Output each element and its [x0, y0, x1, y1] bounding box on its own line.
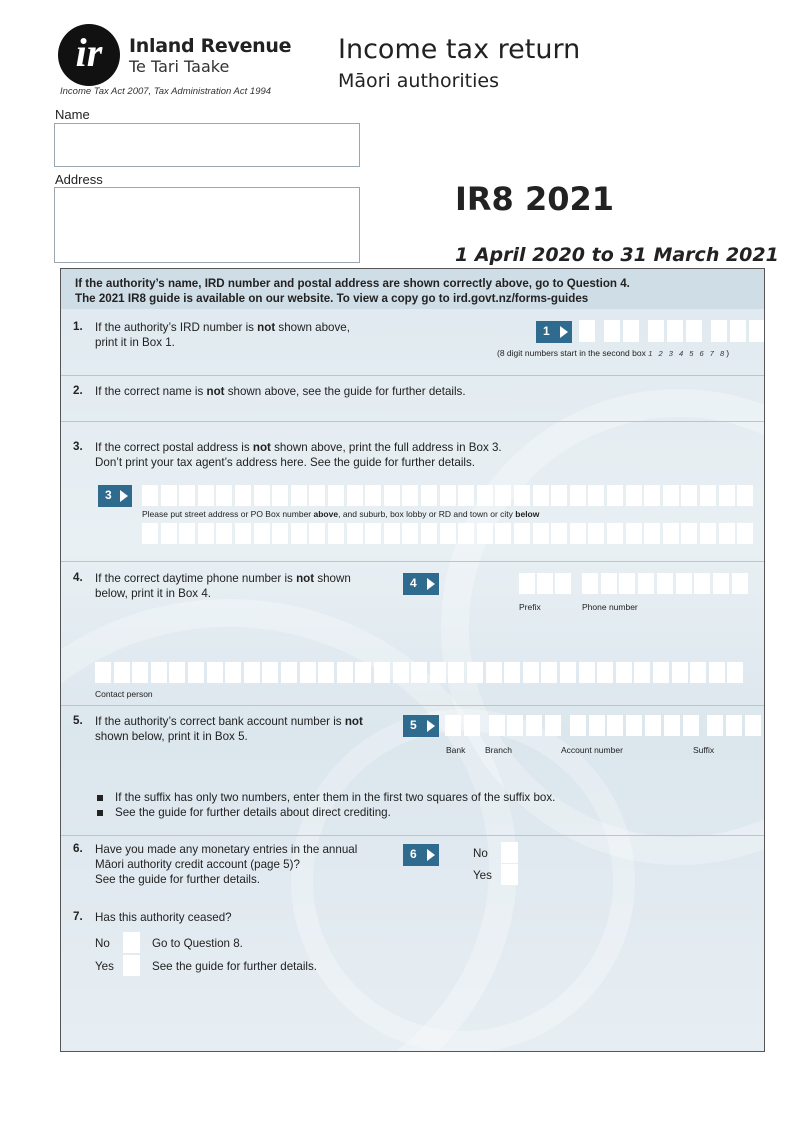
entry-box[interactable]: [732, 573, 748, 594]
account-number-label: Account number: [561, 745, 623, 755]
box-6-label: 6: [403, 844, 439, 866]
q6-yes-checkbox[interactable]: [501, 864, 518, 885]
bullet: [97, 795, 103, 801]
entry-box[interactable]: [604, 320, 620, 342]
entry-box[interactable]: [504, 662, 520, 683]
entry-box[interactable]: [616, 662, 632, 683]
entry-box[interactable]: [638, 573, 654, 594]
divider: [61, 561, 764, 562]
q7-no-checkbox[interactable]: [123, 932, 140, 953]
entry-box[interactable]: [365, 485, 381, 506]
form-code: IR8 2021: [455, 180, 615, 218]
entry-box[interactable]: [142, 485, 158, 506]
entry-box[interactable]: [402, 485, 418, 506]
entry-box[interactable]: [328, 485, 344, 506]
entry-box[interactable]: [533, 523, 549, 544]
entry-box[interactable]: [560, 662, 576, 683]
entry-box[interactable]: [533, 485, 549, 506]
q1-text: If the authority’s IRD number is not shown above,: [95, 321, 350, 334]
suffix-label: Suffix: [693, 745, 715, 755]
entry-box[interactable]: [430, 662, 446, 683]
entry-box[interactable]: [169, 662, 185, 683]
entry-box[interactable]: [709, 662, 725, 683]
q2-number: 2.: [73, 384, 83, 397]
box-5-label: 5: [403, 715, 439, 737]
ird-number-note: (8 digit numbers start in the second box 1 2 3 4 5 6 7 8): [497, 348, 730, 358]
box-1-label: 1: [536, 321, 572, 343]
entry-box[interactable]: [545, 715, 561, 736]
entry-box[interactable]: [653, 662, 669, 683]
box-3-label: 3: [98, 485, 132, 507]
entry-box[interactable]: [514, 523, 530, 544]
entry-box[interactable]: [519, 573, 535, 594]
entry-box[interactable]: [393, 662, 409, 683]
entry-box[interactable]: [626, 485, 642, 506]
entry-box[interactable]: [254, 485, 270, 506]
divider: [61, 835, 764, 836]
entry-box[interactable]: [235, 523, 251, 544]
arrow-right-icon: [120, 490, 128, 502]
entry-box[interactable]: [526, 715, 542, 736]
q3-number: 3.: [73, 440, 83, 453]
entry-box[interactable]: [244, 662, 260, 683]
entry-box[interactable]: [402, 523, 418, 544]
entry-box[interactable]: [667, 320, 683, 342]
bank-label: Bank: [446, 745, 466, 755]
entry-box[interactable]: [216, 485, 232, 506]
entry-box[interactable]: [719, 523, 735, 544]
name-label: Name: [55, 107, 90, 122]
decorative-swirl: [291, 709, 635, 1052]
entry-box[interactable]: [664, 715, 680, 736]
entry-box[interactable]: [681, 485, 697, 506]
entry-box[interactable]: [421, 523, 437, 544]
q5-number: 5.: [73, 714, 83, 727]
arrow-right-icon: [427, 578, 435, 590]
name-field[interactable]: [54, 123, 360, 167]
entry-box[interactable]: [507, 715, 523, 736]
entry-box[interactable]: [198, 485, 214, 506]
acts-reference: Income Tax Act 2007, Tax Administration Act 1994: [60, 86, 272, 97]
q1-text-2: print it in Box 1.: [95, 336, 175, 349]
entry-box[interactable]: [619, 573, 635, 594]
entry-box[interactable]: [626, 715, 642, 736]
q4-number: 4.: [73, 571, 83, 584]
entry-box[interactable]: [663, 485, 679, 506]
entry-box[interactable]: [291, 523, 307, 544]
intro-line-1: If the authority’s name, IRD number and postal address are shown correctly above, go to Question 4.: [75, 277, 630, 290]
form-title: Income tax return: [338, 34, 581, 65]
entry-box[interactable]: [597, 662, 613, 683]
entry-box[interactable]: [713, 573, 729, 594]
entry-box[interactable]: [541, 662, 557, 683]
form-panel: [60, 268, 765, 1052]
q3-text-2: Don’t print your tax agent’s address here. See the guide for further details.: [95, 456, 476, 469]
entry-box[interactable]: [179, 485, 195, 506]
entry-box[interactable]: [694, 573, 710, 594]
q7-no-action: Go to Question 8.: [152, 937, 243, 950]
entry-box[interactable]: [555, 573, 571, 594]
org-name: Inland Revenue: [129, 35, 292, 57]
entry-box[interactable]: [579, 662, 595, 683]
entry-box[interactable]: [207, 662, 223, 683]
divider: [61, 375, 764, 376]
entry-box[interactable]: [477, 485, 493, 506]
entry-box[interactable]: [225, 662, 241, 683]
q1-number: 1.: [73, 320, 83, 333]
entry-box[interactable]: [328, 523, 344, 544]
entry-box[interactable]: [537, 573, 553, 594]
entry-box[interactable]: [514, 485, 530, 506]
entry-box[interactable]: [440, 523, 456, 544]
entry-box[interactable]: [582, 573, 598, 594]
q6-line-1: Have you made any monetary entries in the annual: [95, 843, 358, 856]
entry-box[interactable]: [737, 523, 753, 544]
entry-box[interactable]: [448, 662, 464, 683]
entry-box[interactable]: [495, 523, 511, 544]
q6-no-label: No: [473, 847, 488, 860]
entry-box[interactable]: [607, 523, 623, 544]
q7-yes-checkbox[interactable]: [123, 955, 140, 976]
entry-box[interactable]: [686, 320, 702, 342]
divider: [61, 705, 764, 706]
entry-box[interactable]: [588, 523, 604, 544]
phone-number-label: Phone number: [582, 602, 638, 612]
entry-box[interactable]: [681, 523, 697, 544]
entry-box[interactable]: [589, 715, 605, 736]
arrow-right-icon: [560, 326, 568, 338]
entry-box[interactable]: [495, 485, 511, 506]
entry-box[interactable]: [523, 662, 539, 683]
entry-box[interactable]: [690, 662, 706, 683]
q4-text: If the correct daytime phone number is not shown: [95, 572, 351, 585]
address-label: Address: [55, 172, 103, 187]
q6-yes-label: Yes: [473, 869, 492, 882]
intro-line-2: The 2021 IR8 guide is available on our website. To view a copy go to ird.govt.nz/forms-guides: [75, 292, 589, 305]
entry-box[interactable]: [644, 485, 660, 506]
entry-box[interactable]: [291, 485, 307, 506]
entry-box[interactable]: [607, 485, 623, 506]
form-subtitle: Māori authorities: [338, 70, 499, 92]
entry-box[interactable]: [411, 662, 427, 683]
address-hint: Please put street address or PO Box number above, and suburb, box lobby or RD and town or city below: [142, 509, 540, 519]
q6-line-3: See the guide for further details.: [95, 873, 260, 886]
entry-box[interactable]: [365, 523, 381, 544]
entry-box[interactable]: [142, 523, 158, 544]
bullet: [97, 810, 103, 816]
entry-box[interactable]: [161, 523, 177, 544]
entry-box[interactable]: [730, 320, 746, 342]
entry-box[interactable]: [711, 320, 727, 342]
entry-box[interactable]: [626, 523, 642, 544]
entry-box[interactable]: [374, 662, 390, 683]
entry-box[interactable]: [384, 485, 400, 506]
entry-box[interactable]: [719, 485, 735, 506]
entry-box[interactable]: [262, 662, 278, 683]
entry-box[interactable]: [151, 662, 167, 683]
entry-box[interactable]: [235, 485, 251, 506]
q7-yes-action: See the guide for further details.: [152, 960, 317, 973]
q7-no-label: No: [95, 937, 110, 950]
entry-box[interactable]: [179, 523, 195, 544]
q7-number: 7.: [73, 910, 83, 923]
entry-box[interactable]: [489, 715, 505, 736]
entry-box[interactable]: [551, 523, 567, 544]
entry-box[interactable]: [707, 715, 723, 736]
q4-text-2: below, print it in Box 4.: [95, 587, 211, 600]
entry-box[interactable]: [161, 485, 177, 506]
entry-box[interactable]: [347, 485, 363, 506]
entry-box[interactable]: [726, 715, 742, 736]
entry-box[interactable]: [464, 715, 480, 736]
entry-box[interactable]: [132, 662, 148, 683]
entry-box[interactable]: [634, 662, 650, 683]
arrow-right-icon: [427, 849, 435, 861]
entry-box[interactable]: [467, 662, 483, 683]
entry-box[interactable]: [216, 523, 232, 544]
entry-box[interactable]: [318, 662, 334, 683]
ird-logo-mark: ir: [75, 30, 103, 75]
entry-box[interactable]: [579, 320, 595, 342]
entry-box[interactable]: [737, 485, 753, 506]
entry-box[interactable]: [337, 662, 353, 683]
entry-box[interactable]: [663, 523, 679, 544]
entry-box[interactable]: [440, 485, 456, 506]
q3-text: If the correct postal address is not shown above, print the full address in Box 3.: [95, 441, 502, 454]
entry-box[interactable]: [114, 662, 130, 683]
entry-box[interactable]: [645, 715, 661, 736]
entry-box[interactable]: [458, 485, 474, 506]
entry-box[interactable]: [676, 573, 692, 594]
entry-box[interactable]: [551, 485, 567, 506]
q5-bullet-2: See the guide for further details about direct crediting.: [115, 806, 391, 819]
q7-yes-label: Yes: [95, 960, 114, 973]
entry-box[interactable]: [384, 523, 400, 544]
entry-box[interactable]: [347, 523, 363, 544]
entry-box[interactable]: [727, 662, 743, 683]
entry-box[interactable]: [570, 523, 586, 544]
entry-box[interactable]: [309, 485, 325, 506]
entry-box[interactable]: [683, 715, 699, 736]
entry-box[interactable]: [570, 715, 586, 736]
entry-box[interactable]: [700, 523, 716, 544]
q6-line-2: Māori authority credit account (page 5)?: [95, 858, 300, 871]
entry-box[interactable]: [309, 523, 325, 544]
address-field[interactable]: [54, 187, 360, 263]
entry-box[interactable]: [700, 485, 716, 506]
entry-box[interactable]: [623, 320, 639, 342]
prefix-label: Prefix: [519, 602, 541, 612]
entry-box[interactable]: [458, 523, 474, 544]
entry-box[interactable]: [486, 662, 502, 683]
entry-box[interactable]: [601, 573, 617, 594]
entry-box[interactable]: [272, 523, 288, 544]
entry-box[interactable]: [657, 573, 673, 594]
entry-box[interactable]: [745, 715, 761, 736]
tax-period: 1 April 2020 to 31 March 2021: [455, 244, 779, 266]
entry-box[interactable]: [570, 485, 586, 506]
q6-no-checkbox[interactable]: [501, 842, 518, 863]
q2-text: If the correct name is not shown above, see the guide for further details.: [95, 385, 466, 398]
entry-box[interactable]: [607, 715, 623, 736]
entry-box[interactable]: [421, 485, 437, 506]
entry-box[interactable]: [300, 662, 316, 683]
branch-label: Branch: [485, 745, 512, 755]
entry-box[interactable]: [749, 320, 765, 342]
org-name-maori: Te Tari Taake: [129, 57, 230, 76]
q5-text-2: shown below, print it in Box 5.: [95, 730, 248, 743]
q6-number: 6.: [73, 842, 83, 855]
entry-box[interactable]: [281, 662, 297, 683]
entry-box[interactable]: [188, 662, 204, 683]
entry-box[interactable]: [198, 523, 214, 544]
entry-box[interactable]: [254, 523, 270, 544]
entry-box[interactable]: [764, 715, 765, 736]
entry-box[interactable]: [272, 485, 288, 506]
entry-box[interactable]: [477, 523, 493, 544]
entry-box[interactable]: [445, 715, 461, 736]
q5-bullet-1: If the suffix has only two numbers, enter them in the first two squares of the suffix box.: [115, 791, 556, 804]
entry-box[interactable]: [672, 662, 688, 683]
arrow-right-icon: [427, 720, 435, 732]
entry-box[interactable]: [355, 662, 371, 683]
q5-text: If the authority’s correct bank account number is not: [95, 715, 363, 728]
entry-box[interactable]: [644, 523, 660, 544]
entry-box[interactable]: [588, 485, 604, 506]
divider: [61, 421, 764, 422]
entry-box[interactable]: [95, 662, 111, 683]
entry-box[interactable]: [648, 320, 664, 342]
box-4-label: 4: [403, 573, 439, 595]
contact-person-label: Contact person: [95, 689, 153, 699]
q7-text: Has this authority ceased?: [95, 911, 232, 924]
